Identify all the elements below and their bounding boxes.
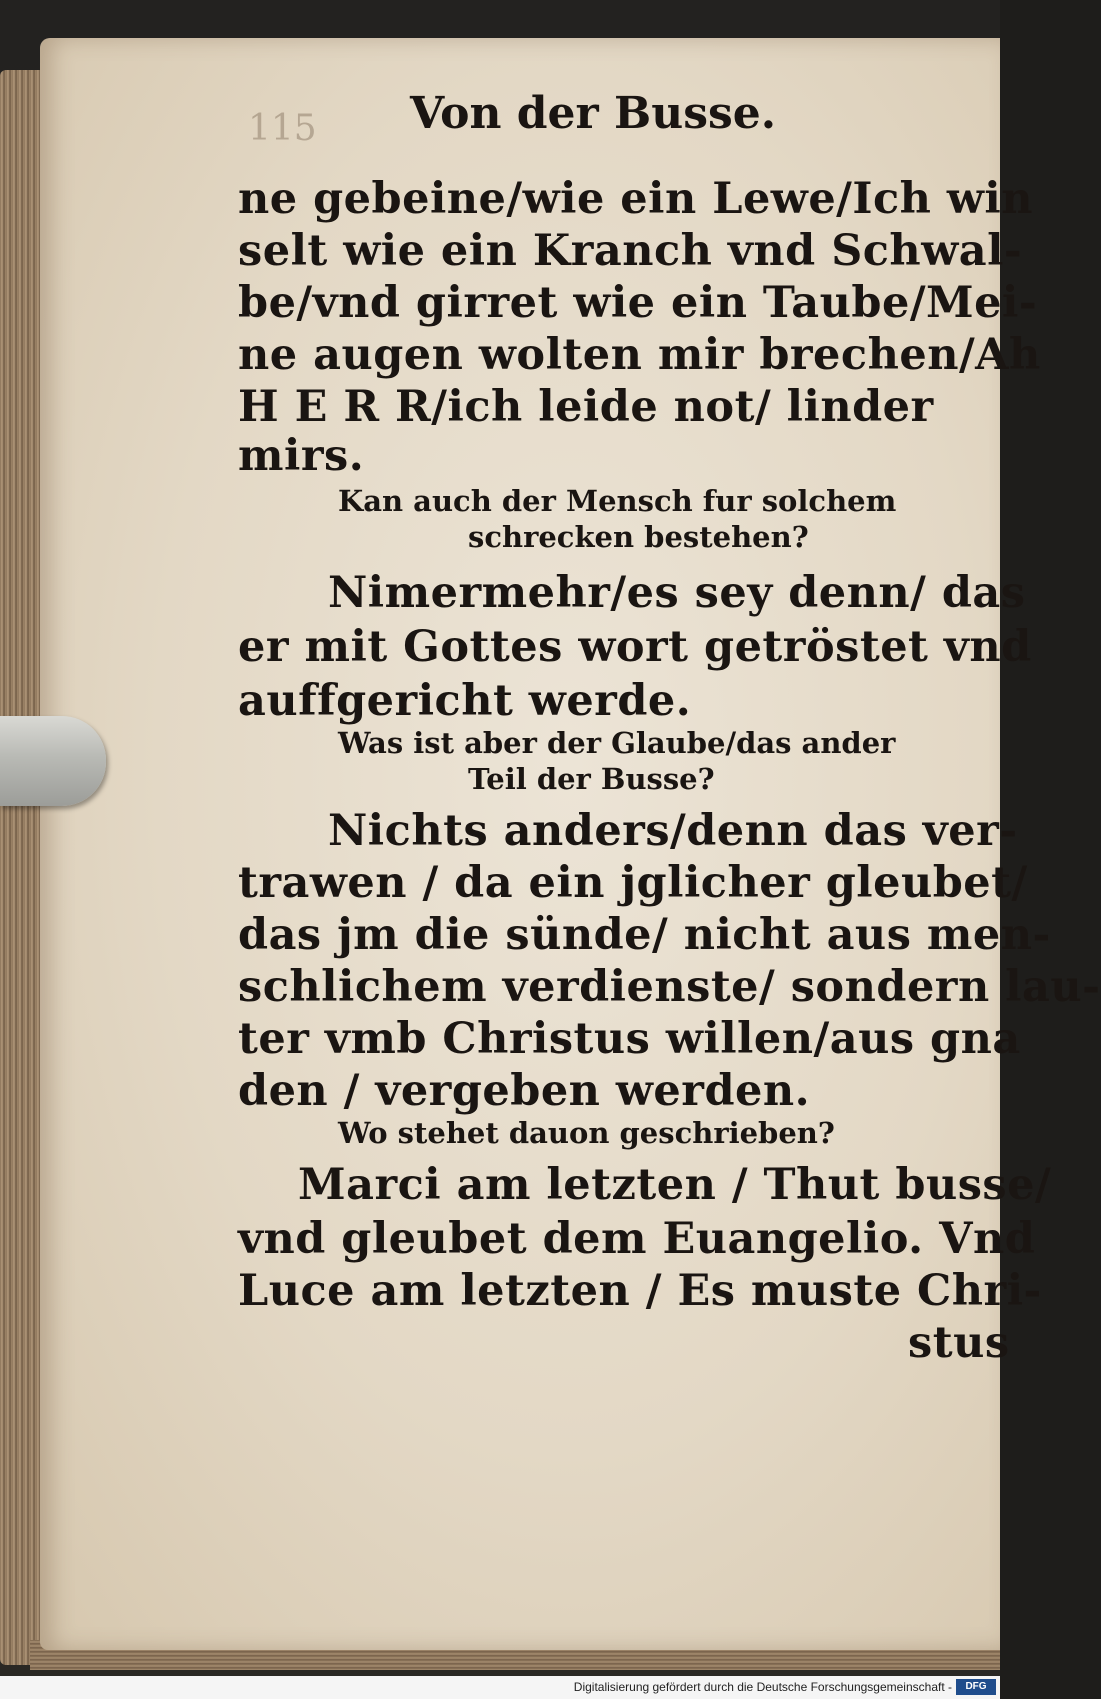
text-line: trawen / da ein jglicher gleubet/ xyxy=(238,858,1028,908)
dfg-logo: DFG xyxy=(956,1679,996,1695)
text-line: ne gebeine/wie ein Lewe/Ich win xyxy=(238,174,1034,224)
footer-credit: Digitalisierung gefördert durch die Deutsche Forschungsgemeinschaft - xyxy=(573,1680,952,1694)
running-head: Von der Busse. xyxy=(410,88,777,139)
question-heading: Teil der Busse? xyxy=(468,762,715,796)
text-line: das jm die sünde/ nicht aus men- xyxy=(238,910,1051,960)
text-line: Luce am letzten / Es muste Chri- xyxy=(238,1266,1042,1316)
text-line: be/vnd girret wie ein Taube/Mei- xyxy=(238,278,1038,328)
text-line: vnd gleubet dem Euangelio. Vnd xyxy=(238,1214,1036,1264)
text-line: Nimermehr/es sey denn/ das xyxy=(328,568,1026,618)
page-number: 115 xyxy=(248,108,317,149)
text-line: ter vmb Christus willen/aus gna xyxy=(238,1014,1021,1064)
text-line: schlichem verdienste/ sondern lau- xyxy=(238,962,1101,1012)
text-line: auffgericht werde. xyxy=(238,676,692,726)
text-line: selt wie ein Kranch vnd Schwal- xyxy=(238,226,1023,276)
text-line: H E R R/ich leide not/ linder xyxy=(238,382,934,432)
question-heading: schrecken bestehen? xyxy=(468,520,809,554)
text-line: Nichts anders/denn das ver- xyxy=(328,806,1018,856)
catchword: stus xyxy=(908,1318,1010,1368)
page-clip xyxy=(0,716,106,806)
text-line: mirs. xyxy=(238,431,365,481)
question-heading: Kan auch der Mensch fur solchem xyxy=(338,484,897,518)
text-line: ne augen wolten mir brechen/Ah xyxy=(238,330,1041,380)
text-line: Marci am letzten / Thut busse/ xyxy=(298,1160,1052,1210)
question-heading: Was ist aber der Glaube/das ander xyxy=(338,726,896,760)
question-heading: Wo stehet dauon geschrieben? xyxy=(338,1116,835,1150)
text-line: den / vergeben werden. xyxy=(238,1066,811,1116)
text-line: er mit Gottes wort getröstet vnd xyxy=(238,622,1032,672)
